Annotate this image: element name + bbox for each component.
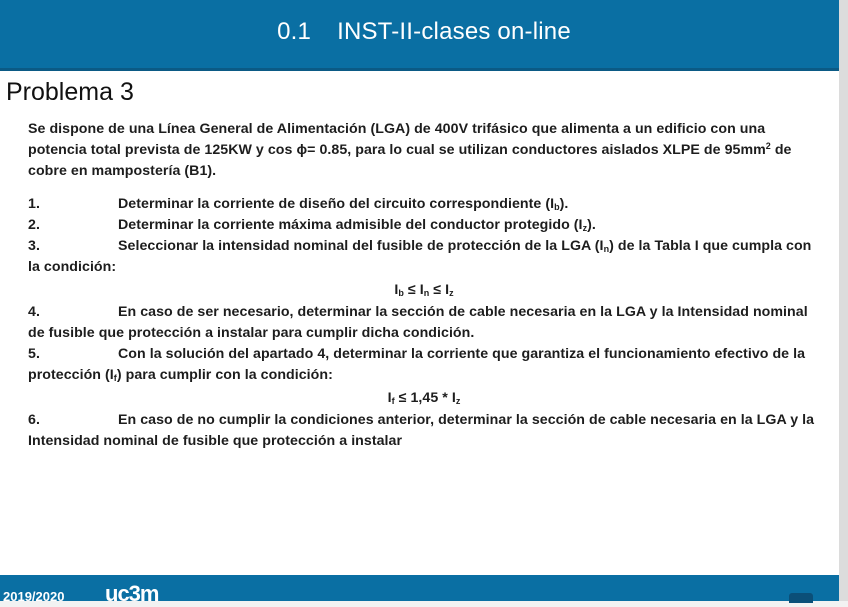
problem-statement <box>28 119 820 452</box>
task-subscript: f <box>113 373 117 383</box>
task-text: Determinar la corriente de diseño del circuito correspondiente (I <box>118 196 555 212</box>
section-number: 0.1 <box>277 18 312 45</box>
university-logo: uc3m <box>105 581 159 606</box>
task-number: 2. <box>28 217 40 233</box>
task-item-1 <box>28 194 820 215</box>
task-subscript: n <box>603 244 610 254</box>
task-text: Seleccionar la intensidad nominal del fusible de protección de la LGA (I <box>118 238 604 254</box>
task-item-5 <box>28 344 820 386</box>
formula-subscript: b <box>398 288 404 298</box>
formula-symbol: I <box>387 390 392 406</box>
formula-operator: ≤ 1,45 * I <box>394 390 456 406</box>
formula-operator: ≤ I <box>403 282 424 298</box>
footer-year: 2019/2020 <box>3 589 65 604</box>
task-item-3 <box>28 236 820 278</box>
formula-current-condition <box>28 280 820 301</box>
task-text-end: ) para cumplir con la condición: <box>116 367 333 383</box>
scrollbar[interactable] <box>839 0 848 601</box>
task-item-2 <box>28 215 820 236</box>
task-text: Determinar la corriente máxima admisible del conductor protegido (I <box>118 217 583 233</box>
task-item-6 <box>28 410 820 452</box>
task-text-end: ). <box>587 217 596 233</box>
task-item-4 <box>28 302 820 344</box>
intro-superscript: 2 <box>765 141 771 151</box>
task-text: En caso de ser necesario, determinar la sección de cable necesaria en la LGA y la Intensidad nominal de fusible que protección a instalar para cumplir dicha condición. <box>28 304 808 341</box>
slide-header <box>0 0 848 71</box>
course-title: INST-II-clases on-line <box>337 18 571 45</box>
task-text-end: ). <box>559 196 569 212</box>
formula-subscript: f <box>391 396 395 406</box>
task-subscript: z <box>582 223 588 233</box>
intro-text: Se dispone de una Línea General de Alimentación (LGA) de 400V trifásico que alimenta a un edificio con una potencia total prevista de 125KW y cos ϕ= 0.85, para lo cual se utilizan conductores aislados XLPE de 95mm <box>28 121 766 158</box>
task-text: Con la solución del apartado 4, determinar la corriente que garantiza el funcionamiento efectivo de la protección (I <box>28 346 806 383</box>
formula-fusion-condition <box>28 388 820 409</box>
task-number: 3. <box>28 238 40 254</box>
task-text: En caso de no cumplir la condiciones anterior, determinar la sección de cable necesaria en la LGA y la Intensidad nominal de fusible que protección a instalar <box>28 412 815 449</box>
intro-text-end: de cobre en mampostería (B1). <box>28 142 792 179</box>
formula-operator: ≤ I <box>429 282 450 298</box>
task-subscript: b <box>554 202 560 212</box>
intro-paragraph <box>28 119 820 182</box>
slide-header-title <box>0 18 848 46</box>
formula-subscript: n <box>423 288 430 298</box>
formula-subscript: z <box>449 288 454 298</box>
problem-title: Problema 3 <box>6 78 134 106</box>
task-text-end: ) de la Tabla I que cumpla con la condición: <box>28 238 812 275</box>
slide-nav-button[interactable] <box>789 593 813 603</box>
slide-footer <box>0 575 848 606</box>
task-number: 4. <box>28 304 40 320</box>
formula-symbol: I <box>394 282 399 298</box>
task-number: 5. <box>28 346 40 362</box>
task-number: 1. <box>28 196 40 212</box>
formula-subscript: z <box>455 396 461 406</box>
task-number: 6. <box>28 412 40 428</box>
